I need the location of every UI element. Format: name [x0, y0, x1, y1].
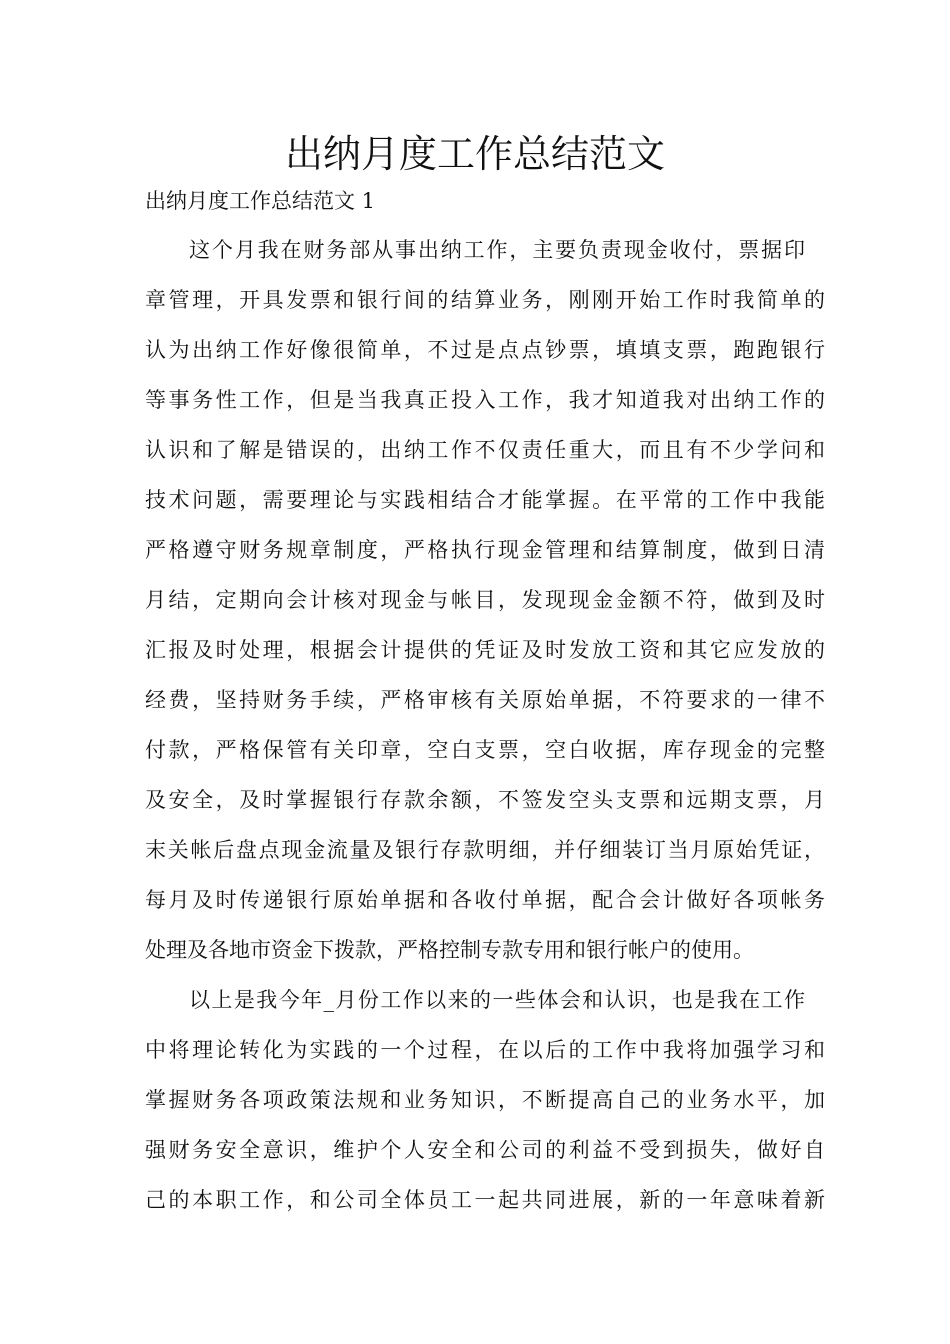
paragraph-line: 中将理论转化为实践的一个过程，在以后的工作中我将加强学习和 — [145, 1038, 825, 1062]
paragraph-line: 汇报及时处理，根据会计提供的凭证及时发放工资和其它应发放的 — [145, 638, 825, 662]
paragraph-line: 掌握财务各项政策法规和业务知识，不断提高自己的业务水平，加 — [145, 1088, 825, 1112]
paragraph-line: 末关帐后盘点现金流量及银行存款明细，并仔细装订当月原始凭证， — [145, 838, 825, 862]
paragraph-line: 严格遵守财务规章制度，严格执行现金管理和结算制度，做到日清 — [145, 538, 825, 562]
document-title: 出纳月度工作总结范文 — [284, 132, 665, 176]
paragraph-line: 认为出纳工作好像很简单，不过是点点钞票，填填支票，跑跑银行 — [145, 338, 825, 362]
paragraph-line: 强财务安全意识，维护个人安全和公司的利益不受到损失，做好自 — [145, 1138, 825, 1162]
paragraph-line: 认识和了解是错误的，出纳工作不仅责任重大，而且有不少学问和 — [145, 438, 825, 462]
paragraph-line: 处理及各地市资金下拨款，严格控制专款专用和银行帐户的使用。 — [145, 938, 754, 962]
paragraph-line: 经费，坚持财务手续，严格审核有关原始单据，不符要求的一律不 — [145, 688, 825, 712]
paragraph-line: 及安全，及时掌握银行存款余额，不签发空头支票和远期支票，月 — [145, 788, 825, 812]
paragraph-line: 以上是我今年_月份工作以来的一些体会和认识，也是我在工作 — [189, 988, 805, 1012]
paragraph-line: 这个月我在财务部从事出纳工作，主要负责现金收付，票据印 — [189, 238, 805, 262]
paragraph-line: 每月及时传递银行原始单据和各收付单据，配合会计做好各项帐务 — [145, 888, 825, 912]
paragraph-line: 章管理，开具发票和银行间的结算业务，刚刚开始工作时我简单的 — [145, 288, 825, 312]
paragraph-line: 付款，严格保管有关印章，空白支票，空白收据，库存现金的完整 — [145, 738, 825, 762]
paragraph-line: 技术问题，需要理论与实践相结合才能掌握。在平常的工作中我能 — [145, 488, 825, 512]
paragraph-line: 己的本职工作，和公司全体员工一起共同进展，新的一年意味着新 — [145, 1188, 825, 1212]
paragraph-line: 月结，定期向会计核对现金与帐目，发现现金金额不符，做到及时 — [145, 588, 825, 612]
paragraph-line: 等事务性工作，但是当我真正投入工作，我才知道我对出纳工作的 — [145, 388, 825, 412]
section-heading: 出纳月度工作总结范文 1 — [145, 189, 376, 213]
